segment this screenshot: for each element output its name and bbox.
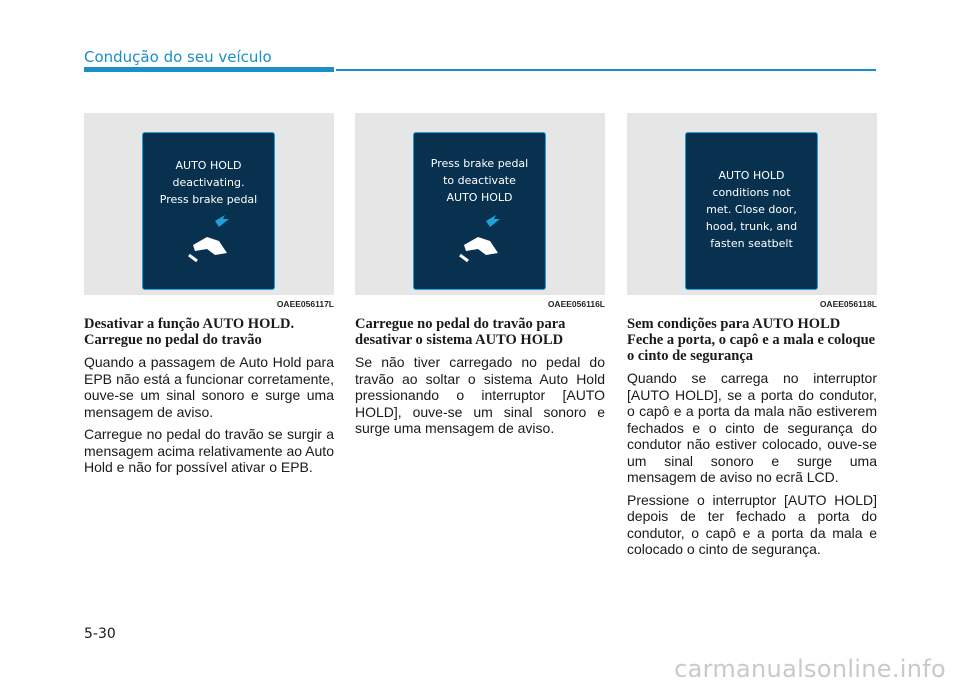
header-rule-thin <box>336 69 876 71</box>
column-2 <box>355 113 605 437</box>
lcd-message: AUTO HOLD deactivating. Press brake pedal <box>159 159 258 206</box>
section-title: Condução do seu veículo <box>84 48 272 66</box>
paragraph: Carregue no pedal do travão se surgir a mensagem acima relativamente ao Auto Hold e não for possível ativar o EPB. <box>84 426 334 475</box>
lcd-screen <box>142 132 275 290</box>
figure-1 <box>84 113 334 295</box>
lcd-message: Press brake pedal to deactivate AUTO HOLD <box>430 157 529 204</box>
section-heading: Sem condições para AUTO HOLD Feche a porta, o capô e a mala e coloque o cinto de segurança <box>627 316 876 364</box>
page-number: 5-30 <box>84 626 116 642</box>
watermark: carmanualsonline.info <box>674 655 946 683</box>
figure-3 <box>627 113 877 295</box>
lcd-screen <box>413 132 546 290</box>
column-3 <box>627 113 877 558</box>
image-code: OAEE056117L <box>276 299 334 309</box>
section-heading: Desativar a função AUTO HOLD. Carregue no pedal do travão <box>84 316 295 348</box>
brake-pedal-press-icon <box>185 215 237 263</box>
figure-2 <box>355 113 605 295</box>
column-1 <box>84 113 334 476</box>
lcd-screen <box>685 132 818 290</box>
brake-pedal-press-icon <box>456 215 508 263</box>
paragraph: Pressione o interruptor [AUTO HOLD] depois de ter fechado a porta do condutor, o capô e a porta da mala e colocado o cinto de segurança. <box>627 491 877 557</box>
section-heading: Carregue no pedal do travão para desativar o sistema AUTO HOLD <box>355 316 566 348</box>
paragraph: Se não tiver carregado no pedal do travão ao soltar o sistema Auto Hold pressionando o interruptor [AUTO HOLD], ouve-se um sinal sonoro e surge uma mensagem de aviso. <box>355 354 605 436</box>
paragraph: Quando se carrega no interruptor [AUTO HOLD], se a porta do condutor, o capô e a porta da mala não estiverem fechados e o cinto de segurança do condutor não estiver colocado, ouve-se um sinal sonoro e surge uma mensagem de aviso no ecrã LCD. <box>627 370 877 485</box>
image-code: OAEE056118L <box>819 299 877 309</box>
header-rule-thick <box>84 67 334 72</box>
lcd-message: AUTO HOLD conditions not met. Close door, hood, trunk, and fasten seatbelt <box>705 169 798 250</box>
paragraph: Quando a passagem de Auto Hold para EPB não está a funcionar corretamente, ouve-se um sinal sonoro e surge uma mensagem de aviso. <box>84 354 334 420</box>
image-code: OAEE056116L <box>547 299 605 309</box>
